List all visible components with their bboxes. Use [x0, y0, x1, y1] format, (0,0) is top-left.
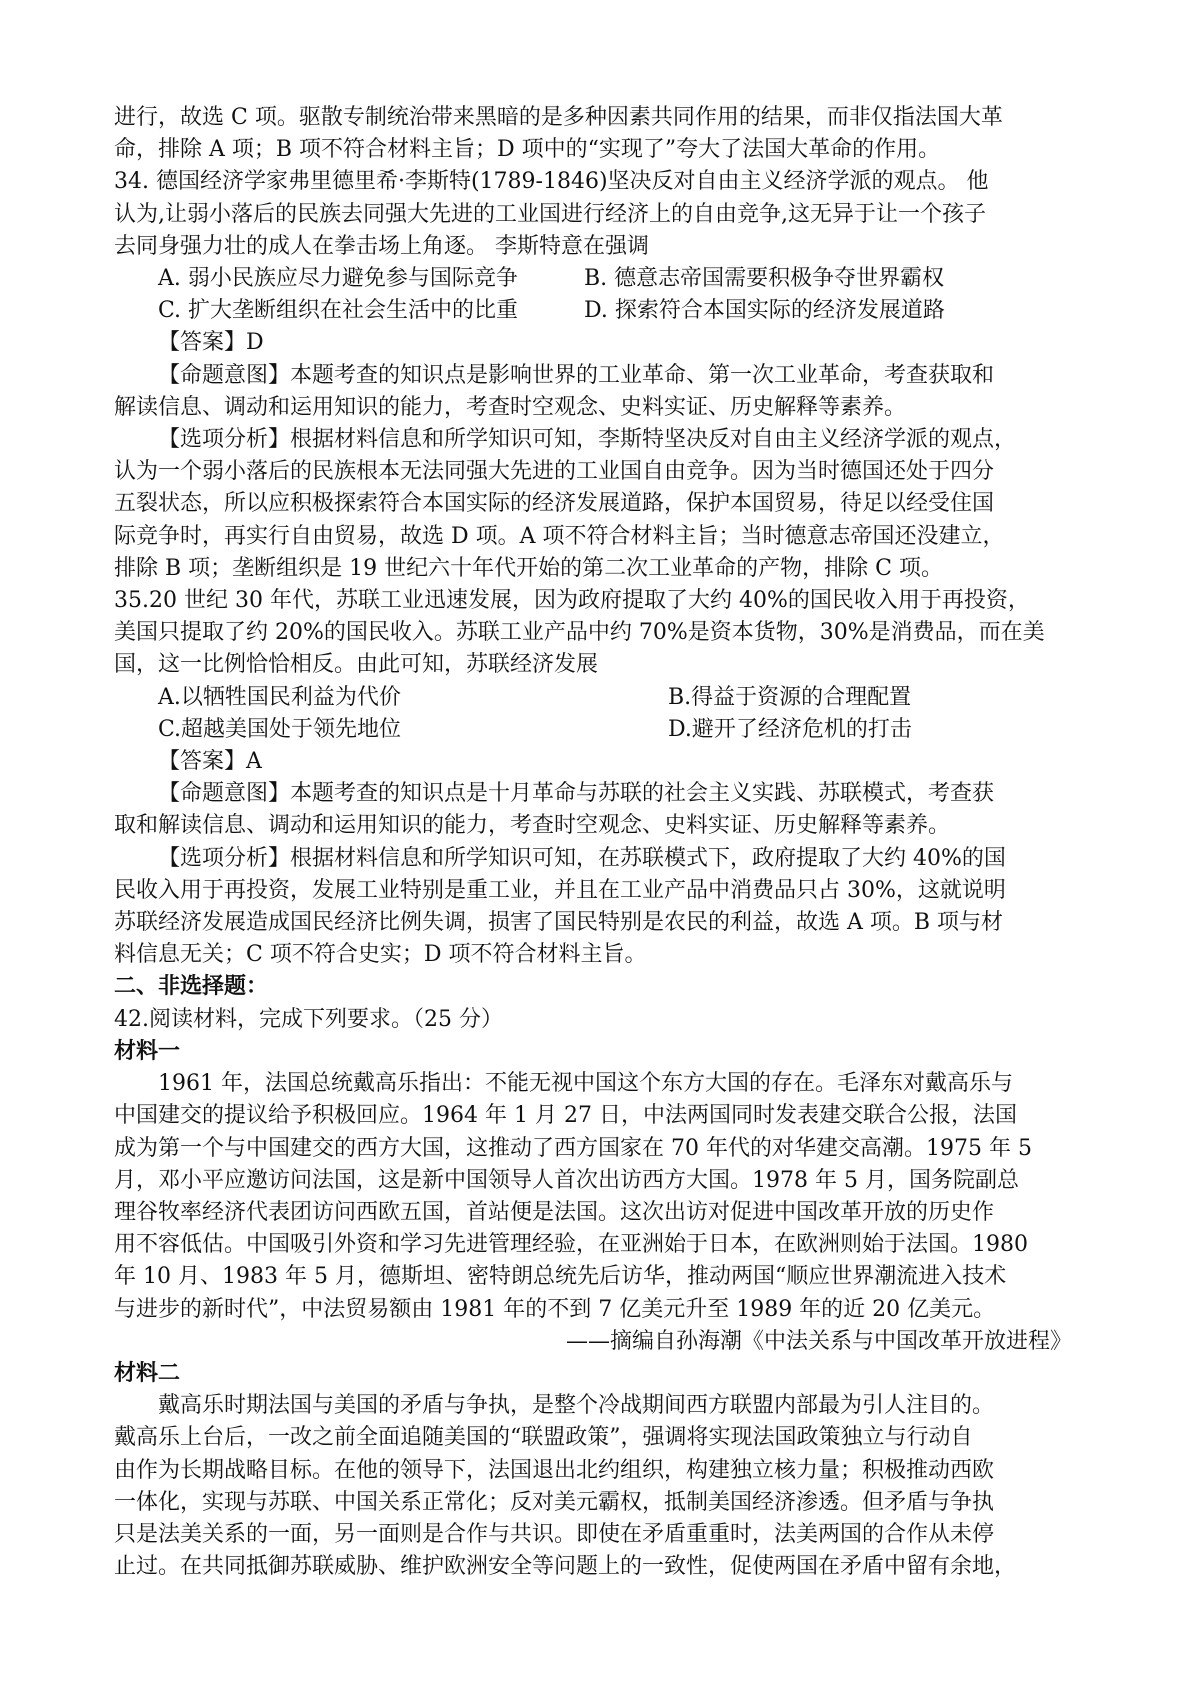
- material-2-line: 一体化，实现与苏联、中国关系正常化；反对美元霸权，抵制美国经济渗透。但矛盾与争执: [114, 1489, 995, 1515]
- section-heading: 二、非选择题：: [114, 974, 269, 1000]
- q34-option-c: C. 扩大垄断组织在社会生活中的比重: [158, 298, 519, 324]
- q35-analysis-line: 民收入用于再投资，发展工业特别是重工业，并且在工业产品中消费品只占 30%，这就说明: [114, 877, 1006, 903]
- q35-stem-line: 35.20 世纪 30 年代，苏联工业迅速发展，因为政府提取了大约 40%的国民收入用于再投资，: [114, 588, 1030, 614]
- q34-option-b: B. 德意志帝国需要积极争夺世界霸权: [584, 266, 945, 292]
- material-1-line: 与进步的新时代”，中法贸易额由 1981 年的不到 7 亿美元升至 1989 年的近 20 亿美元。: [114, 1296, 996, 1322]
- q34-analysis-line: 五裂状态，所以应积极探索符合本国实际的经济发展道路，保护本国贸易，待足以经受住国: [114, 491, 995, 517]
- q34-intent-line: 【命题意图】本题考查的知识点是影响世界的工业革命、第一次工业革命，考查获取和: [158, 362, 995, 388]
- q35-analysis-line: 【选项分析】根据材料信息和所学知识可知，在苏联模式下，政府提取了大约 40%的国: [158, 845, 1006, 871]
- q35-option-c: C.超越美国处于领先地位: [158, 716, 402, 742]
- q34-stem-line: 认为,让弱小落后的民族去同强大先进的工业国进行经济上的自由竞争,这无异于让一个孩子: [114, 201, 986, 227]
- material-2-line: 止过。在共同抵御苏联威胁、维护欧洲安全等问题上的一致性，促使两国在矛盾中留有余地，: [114, 1554, 1017, 1580]
- q34-analysis-line: 【选项分析】根据材料信息和所学知识可知，李斯特坚决反对自由主义经济学派的观点，: [158, 427, 1017, 453]
- q35-option-a: A.以牺牲国民利益为代价: [158, 684, 401, 710]
- material-1-line: 用不容低估。中国吸引外资和学习先进管理经验，在亚洲始于日本，在欧洲则始于法国。1980: [114, 1232, 1028, 1258]
- material-1-line: 理谷牧率经济代表团访问西欧五国，首站便是法国。这次出访对促进中国改革开放的历史作: [114, 1199, 995, 1225]
- material-2-line: 戴高乐时期法国与美国的矛盾与争执，是整个冷战期间西方联盟内部最为引人注目的。: [158, 1393, 995, 1419]
- q34-stem-line: 34. 德国经济学家弗里德里希·李斯特(1789-1846)坚决反对自由主义经济学派的观点。 他: [114, 169, 989, 195]
- q34-options-row: [114, 295, 1112, 327]
- material-1-title: 材料一: [114, 1038, 181, 1064]
- q35-options-row: [114, 682, 1112, 714]
- prev-analysis-line: 进行，故选 C 项。驱散专制统治带来黑暗的是多种因素共同作用的结果，而非仅指法国大革: [114, 105, 1003, 130]
- material-1-line: 中国建交的提议给予积极回应。1964 年 1 月 27 日，中法两国同时发表建交联合公报，法国: [114, 1103, 1017, 1129]
- material-1-line: 月，邓小平应邀访问法国，这是新中国领导人首次出访西方大国。1978 年 5 月，国务院副总: [114, 1167, 1019, 1193]
- q34-analysis-line: 排除 B 项；垄断组织是 19 世纪六十年代开始的第二次工业革命的产物，排除 C 项。: [114, 555, 943, 581]
- prev-analysis-line: 命，排除 A 项；B 项不符合材料主旨；D 项中的“实现了”夸大了法国大革命的作用。: [114, 137, 941, 163]
- material-2-line: 由作为长期战略目标。在他的领导下，法国退出北约组织，构建独立核力量；积极推动西欧: [114, 1457, 995, 1483]
- q35-option-b: B.得益于资源的合理配置: [668, 684, 912, 710]
- q42-prompt: 42.阅读材料，完成下列要求。（25 分）: [114, 1006, 503, 1032]
- material-2-line: 戴高乐上台后，一改之前全面追随美国的“联盟政策”，强调将实现法国政策独立与行动自: [114, 1425, 973, 1451]
- q34-option-a: A. 弱小民族应尽力避免参与国际竞争: [158, 266, 518, 292]
- q34-intent-line: 解读信息、调动和运用知识的能力，考查时空观念、史料实证、历史解释等素养。: [114, 394, 907, 420]
- q35-answer: 【答案】A: [158, 749, 262, 775]
- q34-stem-line: 去同身强力壮的成人在拳击场上角逐。 李斯特意在强调: [114, 233, 649, 259]
- q34-analysis-line: 际竞争时，再实行自由贸易，故选 D 项。A 项不符合材料主旨；当时德意志帝国还没建立，: [114, 523, 1005, 549]
- material-1-source: ——摘编自孙海潮《中法关系与中国改革开放进程》: [565, 1328, 1072, 1354]
- q35-analysis-line: 料信息无关；C 项不符合史实；D 项不符合材料主旨。: [114, 942, 647, 968]
- material-1-line: 成为第一个与中国建交的西方大国，这推动了西方国家在 70 年代的对华建交高潮。1975 年 5: [114, 1135, 1032, 1161]
- q35-options-row: [114, 714, 1112, 746]
- q35-option-d: D.避开了经济危机的打击: [668, 716, 912, 742]
- material-1-line: 1961 年，法国总统戴高乐指出：不能无视中国这个东方大国的存在。毛泽东对戴高乐与: [158, 1071, 1013, 1097]
- material-2-title: 材料二: [114, 1360, 181, 1386]
- material-1-line: 年 10 月、1983 年 5 月，德斯坦、密特朗总统先后访华，推动两国“顺应世界潮流进入技术: [114, 1264, 1007, 1290]
- q35-intent-line: 取和解读信息、调动和运用知识的能力，考查时空观念、史料实证、历史解释等素养。: [114, 813, 951, 839]
- q35-stem-line: 美国只提取了约 20%的国民收入。苏联工业产品中约 70%是资本货物，30%是消费品，而在美: [114, 620, 1045, 646]
- q34-answer: 【答案】D: [158, 330, 264, 356]
- material-2-line: 只是法美关系的一面，另一面则是合作与共识。即使在矛盾重重时，法美两国的合作从未停: [114, 1521, 995, 1547]
- q35-intent-line: 【命题意图】本题考查的知识点是十月革命与苏联的社会主义实践、苏联模式，考查获: [158, 781, 995, 807]
- q35-stem-line: 国，这一比例恰恰相反。由此可知，苏联经济发展: [114, 652, 599, 678]
- q34-analysis-line: 认为一个弱小落后的民族根本无法同强大先进的工业国自由竞争。因为当时德国还处于四分: [114, 459, 995, 485]
- q34-options-row: [114, 263, 1112, 295]
- q34-option-d: D. 探索符合本国实际的经济发展道路: [584, 298, 945, 324]
- q35-analysis-line: 苏联经济发展造成国民经济比例失调，损害了国民特别是农民的利益，故选 A 项。B 项与材: [114, 910, 1004, 936]
